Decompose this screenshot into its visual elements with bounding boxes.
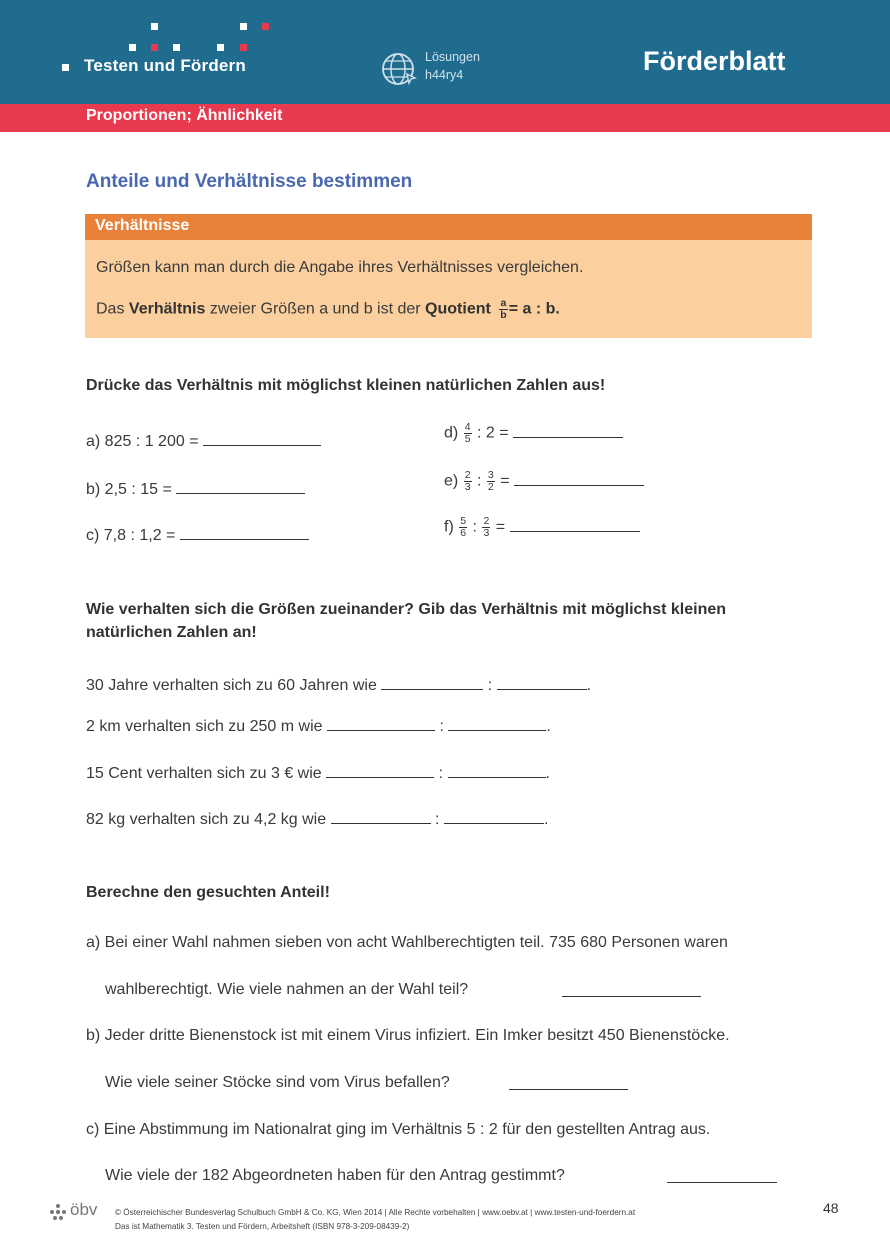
answer-blank[interactable] bbox=[509, 1075, 628, 1090]
answer-blank[interactable] bbox=[326, 763, 434, 778]
info-line-1: Größen kann man durch die Angabe ihres Verhältnisses vergleichen. bbox=[96, 259, 584, 276]
colon: : bbox=[476, 472, 482, 490]
answer-blank[interactable] bbox=[381, 675, 483, 690]
task1-e bbox=[444, 470, 644, 493]
copyright-text: © Österreichischer Bundesverlag Schulbuch GmbH & Co. KG, Wien 2014 | Alle Rechte vorbehalten | www.oebv.at | www.testen-und-foerdern.at bbox=[115, 1208, 636, 1217]
answer-blank[interactable] bbox=[331, 809, 431, 824]
answer-blank[interactable] bbox=[667, 1168, 777, 1183]
frac-num: a bbox=[500, 297, 507, 309]
answer-blank[interactable] bbox=[176, 479, 305, 494]
fraction-a-b bbox=[499, 298, 507, 321]
task1-a-text: a) 825 : 1 200 = bbox=[86, 433, 199, 450]
info-line-2-post: = a : b. bbox=[508, 300, 560, 318]
task2-item bbox=[86, 809, 548, 829]
frac-den: 2 bbox=[487, 481, 494, 493]
task3-a-line1: a) Bei einer Wahl nahmen sieben von acht Wahlberechtigten teil. 735 680 Personen waren bbox=[86, 934, 728, 951]
colon: : bbox=[438, 765, 444, 782]
frac-num: 2 bbox=[464, 469, 471, 481]
task2-instruction-line1: Wie verhalten sich die Größen zueinander? Gib das Verhältnis mit möglichst kleinen bbox=[86, 601, 727, 618]
answer-blank[interactable] bbox=[562, 982, 701, 997]
task3-b-line2: Wie viele seiner Stöcke sind vom Virus befallen? bbox=[105, 1074, 450, 1091]
solutions-code[interactable]: h44ry4 bbox=[425, 68, 464, 82]
task2-item bbox=[86, 675, 591, 695]
task3-c-line2: Wie viele der 182 Abgeordneten haben für den Antrag gestimmt? bbox=[105, 1167, 565, 1184]
answer-blank[interactable] bbox=[327, 716, 435, 731]
frac-den: b bbox=[500, 309, 507, 321]
fraction bbox=[487, 470, 495, 493]
period: . bbox=[545, 765, 550, 782]
task1-a bbox=[86, 431, 321, 451]
equals: = bbox=[495, 518, 506, 536]
answer-blank[interactable] bbox=[510, 517, 640, 532]
answer-blank[interactable] bbox=[497, 675, 587, 690]
globe-icon[interactable] bbox=[380, 50, 418, 88]
colon: : bbox=[487, 677, 493, 694]
page-title: Anteile und Verhältnisse bestimmen bbox=[86, 171, 413, 192]
answer-blank[interactable] bbox=[180, 525, 309, 540]
frac-num: 4 bbox=[464, 421, 471, 433]
topic-title: Proportionen; Ähnlichkeit bbox=[86, 107, 283, 124]
frac-den: 6 bbox=[460, 527, 467, 539]
colon: : bbox=[439, 718, 444, 735]
book-reference: Das ist Mathematik 3. Testen und Fördern, Arbeitsheft (ISBN 978-3-209-08439-2) bbox=[115, 1222, 410, 1231]
fraction bbox=[482, 516, 490, 539]
task1-c-text: c) 7,8 : 1,2 = bbox=[86, 527, 176, 544]
answer-blank[interactable] bbox=[444, 809, 544, 824]
task1-e-label: e) bbox=[444, 472, 459, 490]
task1-b bbox=[86, 479, 305, 499]
task3-a-line2: wahlberechtigt. Wie viele nahmen an der Wahl teil? bbox=[105, 981, 469, 998]
frac-den: 5 bbox=[464, 433, 471, 445]
frac-num: 5 bbox=[460, 515, 467, 527]
answer-blank[interactable] bbox=[448, 763, 546, 778]
answer-blank[interactable] bbox=[203, 431, 321, 446]
solutions-label[interactable]: Lösungen bbox=[425, 50, 480, 64]
fraction bbox=[464, 470, 472, 493]
task1-f bbox=[444, 516, 640, 539]
info-line-2-mid: zweier Größen a und b ist der bbox=[205, 300, 426, 318]
task2-item-text: 82 kg verhalten sich zu 4,2 kg wie bbox=[86, 811, 327, 828]
fraction bbox=[464, 422, 472, 445]
fraction bbox=[459, 516, 467, 539]
page-number: 48 bbox=[823, 1200, 839, 1216]
task2-item bbox=[86, 763, 550, 783]
frac-num: 2 bbox=[483, 515, 490, 527]
brand-name: Testen und Fördern bbox=[84, 56, 246, 75]
period: . bbox=[543, 811, 549, 828]
frac-den: 3 bbox=[483, 527, 490, 539]
term-verhaeltnis: Verhältnis bbox=[128, 300, 206, 318]
frac-num: 3 bbox=[487, 469, 494, 481]
answer-blank[interactable] bbox=[514, 471, 644, 486]
info-box-title: Verhältnisse bbox=[95, 217, 190, 234]
info-box-header bbox=[85, 214, 812, 240]
task1-d-post: : 2 = bbox=[476, 424, 509, 442]
equals: = bbox=[500, 472, 510, 490]
task2-item bbox=[86, 716, 551, 736]
task1-b-text: b) 2,5 : 15 = bbox=[86, 481, 172, 498]
task1-instruction: Drücke das Verhältnis mit möglichst kleinen natürlichen Zahlen aus! bbox=[86, 377, 606, 394]
period: . bbox=[546, 718, 551, 735]
answer-blank[interactable] bbox=[448, 716, 546, 731]
publisher-name: öbv bbox=[70, 1200, 98, 1219]
task2-item-text: 2 km verhalten sich zu 250 m wie bbox=[86, 718, 323, 735]
task2-item-text: 15 Cent verhalten sich zu 3 € wie bbox=[86, 765, 322, 782]
colon: : bbox=[472, 518, 477, 536]
frac-den: 3 bbox=[464, 481, 471, 493]
oebv-icon bbox=[48, 1202, 68, 1222]
period: . bbox=[586, 677, 592, 694]
info-line-2-pre: Das bbox=[96, 300, 129, 318]
publisher-logo bbox=[48, 1200, 110, 1222]
task2-item-text: 30 Jahre verhalten sich zu 60 Jahren wie bbox=[86, 677, 377, 694]
task3-c-line1: c) Eine Abstimmung im Nationalrat ging im Verhältnis 5 : 2 für den gestellten Antrag aus. bbox=[86, 1121, 711, 1138]
task1-d bbox=[444, 422, 623, 445]
answer-blank[interactable] bbox=[513, 423, 623, 438]
task3-b-line1: b) Jeder dritte Bienenstock ist mit einem Virus infiziert. Ein Imker besitzt 450 Bienenstöcke. bbox=[86, 1027, 730, 1044]
sheet-type-title: Förderblatt bbox=[643, 46, 786, 76]
brand-logo-squares bbox=[0, 0, 300, 60]
logo-bullet bbox=[62, 64, 69, 71]
task2-instruction-line2: natürlichen Zahlen an! bbox=[86, 624, 257, 641]
colon: : bbox=[435, 811, 440, 828]
task1-c bbox=[86, 525, 309, 545]
term-quotient: Quotient bbox=[425, 300, 491, 318]
task1-d-label: d) bbox=[444, 424, 459, 442]
task1-f-label: f) bbox=[444, 518, 454, 536]
info-line-2 bbox=[96, 298, 560, 321]
task3-instruction: Berechne den gesuchten Anteil! bbox=[86, 884, 330, 901]
